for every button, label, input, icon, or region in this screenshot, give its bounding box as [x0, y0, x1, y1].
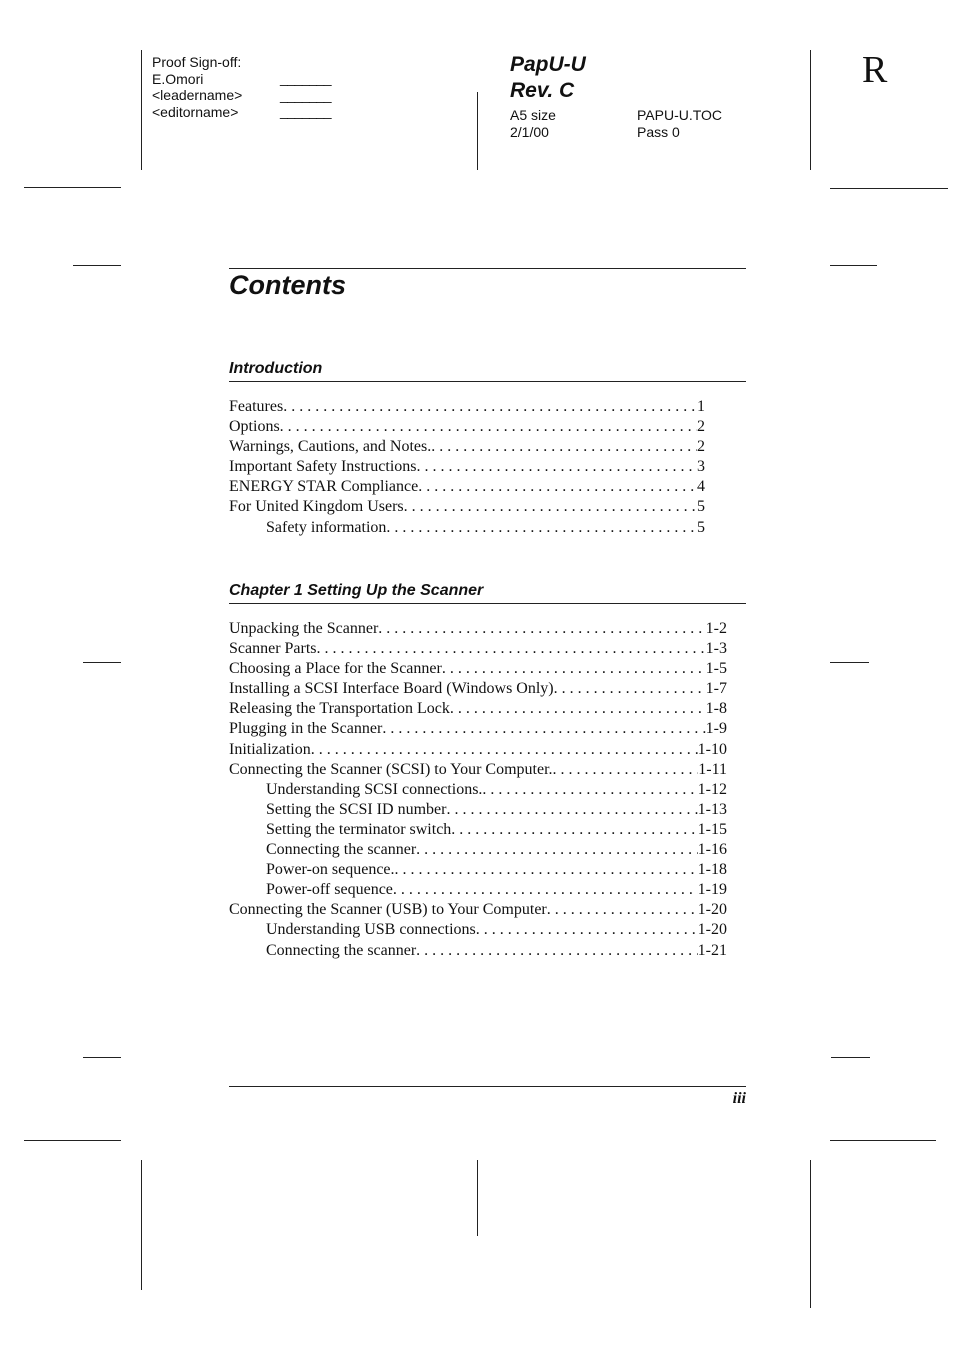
doc-meta-left	[510, 107, 556, 140]
toc-list	[229, 619, 727, 961]
toc-entry-page: 1-7	[705, 680, 727, 698]
crop-mark	[830, 188, 948, 189]
toc-entry-page: 1-8	[705, 700, 727, 718]
toc-subentry[interactable]	[229, 518, 705, 538]
toc-leader	[476, 920, 698, 940]
doc-file: PAPU-U.TOC	[637, 107, 723, 123]
doc-date: 2/1/00	[510, 123, 549, 140]
signature-blank: _______	[280, 70, 332, 86]
crop-mark	[141, 1160, 142, 1290]
crop-mark	[477, 1160, 478, 1236]
toc-entry-title: Understanding SCSI connections.	[266, 780, 483, 798]
toc-entry-title: Connecting the Scanner (SCSI) to Your Computer.	[229, 760, 553, 778]
toc-leader	[404, 497, 697, 517]
toc-entry-page: 2	[697, 418, 705, 436]
crop-mark	[83, 1057, 121, 1058]
signature-blanks	[280, 70, 331, 120]
toc-subentry[interactable]	[229, 840, 727, 860]
toc-leader	[417, 457, 697, 477]
signer-row	[152, 71, 280, 88]
toc-entry-title: Connecting the scanner	[266, 941, 417, 959]
crop-mark	[73, 265, 121, 266]
crop-mark	[810, 1160, 811, 1308]
toc-entry-title: Safety information	[266, 518, 387, 536]
toc-leader	[283, 397, 697, 417]
toc-entry[interactable]	[229, 679, 727, 699]
doc-title-line2: Rev. C	[510, 79, 575, 102]
toc-subentry[interactable]	[229, 880, 727, 900]
crop-mark	[831, 1057, 870, 1058]
signature-blank: _______	[280, 103, 332, 119]
toc-section-introduction	[229, 360, 746, 538]
toc-entry[interactable]	[229, 397, 705, 417]
crop-mark	[83, 662, 121, 663]
signer-name: <leadername>	[152, 87, 243, 103]
toc-entry[interactable]	[229, 417, 705, 437]
toc-leader	[450, 699, 706, 719]
toc-section-chapter-1	[229, 582, 746, 961]
doc-title	[510, 52, 586, 104]
toc-entry[interactable]	[229, 719, 727, 739]
toc-entry-page: 1-18	[697, 861, 727, 879]
toc-entry-title: Warnings, Cautions, and Notes.	[229, 438, 432, 456]
toc-entry-page: 4	[697, 478, 705, 496]
toc-entry-title: Power-off sequence	[266, 881, 393, 899]
crop-mark	[810, 50, 811, 170]
toc-leader	[446, 800, 697, 820]
toc-leader	[416, 941, 698, 961]
toc-entry-page: 1-20	[697, 921, 727, 939]
toc-leader	[382, 719, 705, 739]
toc-entry-title: Installing a SCSI Interface Board (Windows Only)	[229, 680, 554, 698]
toc-entry[interactable]	[229, 900, 727, 920]
crop-mark	[141, 50, 142, 170]
toc-entry[interactable]	[229, 437, 705, 457]
crop-mark	[830, 662, 869, 663]
toc-leader	[442, 659, 706, 679]
toc-subentry[interactable]	[229, 920, 727, 940]
toc-entry-title: Scanner Parts	[229, 640, 317, 658]
proof-signoff-label: Proof Sign-off:	[152, 54, 242, 70]
section-heading: Chapter 1 Setting Up the Scanner	[229, 582, 746, 604]
signature-blank: _______	[280, 86, 332, 103]
toc-entry[interactable]	[229, 497, 705, 517]
toc-entry-title: ENERGY STAR Compliance	[229, 478, 419, 496]
corner-mark: R	[862, 49, 888, 91]
toc-leader	[395, 860, 698, 880]
toc-leader	[280, 417, 697, 437]
signer-name: E.Omori	[152, 70, 204, 87]
toc-entry-title: Power-on sequence.	[266, 861, 395, 879]
toc-subentry[interactable]	[229, 941, 727, 961]
toc-entry-title: Important Safety Instructions	[229, 458, 417, 476]
toc-entry-title: Setting the SCSI ID number	[266, 800, 447, 818]
toc-entry[interactable]	[229, 639, 727, 659]
toc-entry[interactable]	[229, 457, 705, 477]
toc-entry-page: 5	[697, 498, 705, 516]
page-number: iii	[732, 1090, 746, 1107]
toc-entry-page: 1-13	[697, 800, 727, 818]
toc-leader	[482, 780, 697, 800]
toc-entry[interactable]	[229, 760, 727, 780]
crop-mark	[830, 1140, 936, 1141]
proof-signoff-block	[152, 54, 280, 120]
toc-leader	[553, 760, 699, 780]
toc-leader	[451, 820, 697, 840]
toc-leader	[317, 639, 706, 659]
crop-mark	[24, 187, 121, 188]
toc-entry-page: 2	[697, 438, 705, 456]
signer-row	[152, 104, 280, 121]
toc-entry-title: Understanding USB connections	[266, 921, 476, 939]
toc-leader	[547, 900, 698, 920]
doc-pass: Pass 0	[637, 123, 680, 140]
toc-list	[229, 397, 705, 538]
signer-name: <editorname>	[152, 103, 239, 120]
toc-entry-title: Unpacking the Scanner	[229, 620, 379, 637]
footer-rule	[229, 1086, 746, 1087]
page-title: Contents	[229, 270, 346, 300]
toc-subentry[interactable]	[229, 820, 727, 840]
toc-entry-title: For United Kingdom Users	[229, 498, 404, 516]
toc-entry-page: 1-12	[697, 780, 727, 798]
toc-entry-page: 3	[697, 458, 705, 476]
toc-entry-title: Options	[229, 418, 280, 436]
toc-entry-title: Plugging in the Scanner	[229, 720, 383, 738]
toc-entry-page: 1-2	[705, 620, 727, 637]
signer-row	[152, 87, 280, 104]
toc-entry[interactable]	[229, 699, 727, 719]
toc-subentry[interactable]	[229, 800, 727, 820]
toc-entry-page: 1-3	[705, 640, 727, 658]
toc-entry[interactable]	[229, 477, 705, 497]
crop-mark	[830, 265, 877, 266]
title-rule	[229, 268, 746, 269]
doc-title-line1: PapU-U	[510, 53, 586, 76]
toc-entry-page: 1-20	[697, 901, 727, 919]
toc-entry-title: Connecting the Scanner (USB) to Your Computer	[229, 901, 547, 919]
toc-entry-title: Initialization	[229, 740, 311, 758]
toc-entry-title: Releasing the Transportation Lock	[229, 700, 450, 718]
toc-leader	[418, 477, 697, 497]
toc-entry-page: 1-19	[697, 881, 727, 899]
toc-entry-page: 1-10	[697, 740, 727, 758]
toc-entry[interactable]	[229, 659, 727, 679]
toc-entry-page: 1-16	[697, 841, 727, 859]
doc-size: A5 size	[510, 107, 556, 123]
toc-entry-page: 1-21	[697, 941, 727, 959]
toc-entry-page: 1-5	[705, 660, 727, 678]
toc-entry[interactable]	[229, 740, 727, 760]
toc-leader	[311, 740, 698, 760]
toc-entry-title: Connecting the scanner	[266, 841, 417, 859]
toc-entry-title: Choosing a Place for the Scanner	[229, 660, 442, 678]
crop-mark	[24, 1140, 121, 1141]
section-heading: Introduction	[229, 360, 746, 382]
toc-leader	[393, 880, 698, 900]
toc-leader	[386, 518, 697, 538]
doc-meta-right	[637, 107, 722, 140]
toc-leader	[554, 679, 706, 699]
toc-entry-title: Setting the terminator switch	[266, 820, 452, 838]
toc-subentry[interactable]	[229, 780, 727, 800]
toc-entry-title: Features	[229, 398, 284, 415]
toc-entry-page: 1-11	[698, 760, 727, 778]
toc-entry-page: 1	[697, 398, 705, 415]
toc-subentry[interactable]	[229, 860, 727, 880]
toc-entry-page: 1-15	[697, 820, 727, 838]
toc-leader	[378, 619, 705, 639]
toc-leader	[431, 437, 697, 457]
toc-entry[interactable]	[229, 619, 727, 639]
toc-leader	[416, 840, 698, 860]
toc-entry-page: 5	[697, 518, 705, 536]
crop-mark	[477, 92, 478, 170]
toc-entry-page: 1-9	[705, 720, 727, 738]
